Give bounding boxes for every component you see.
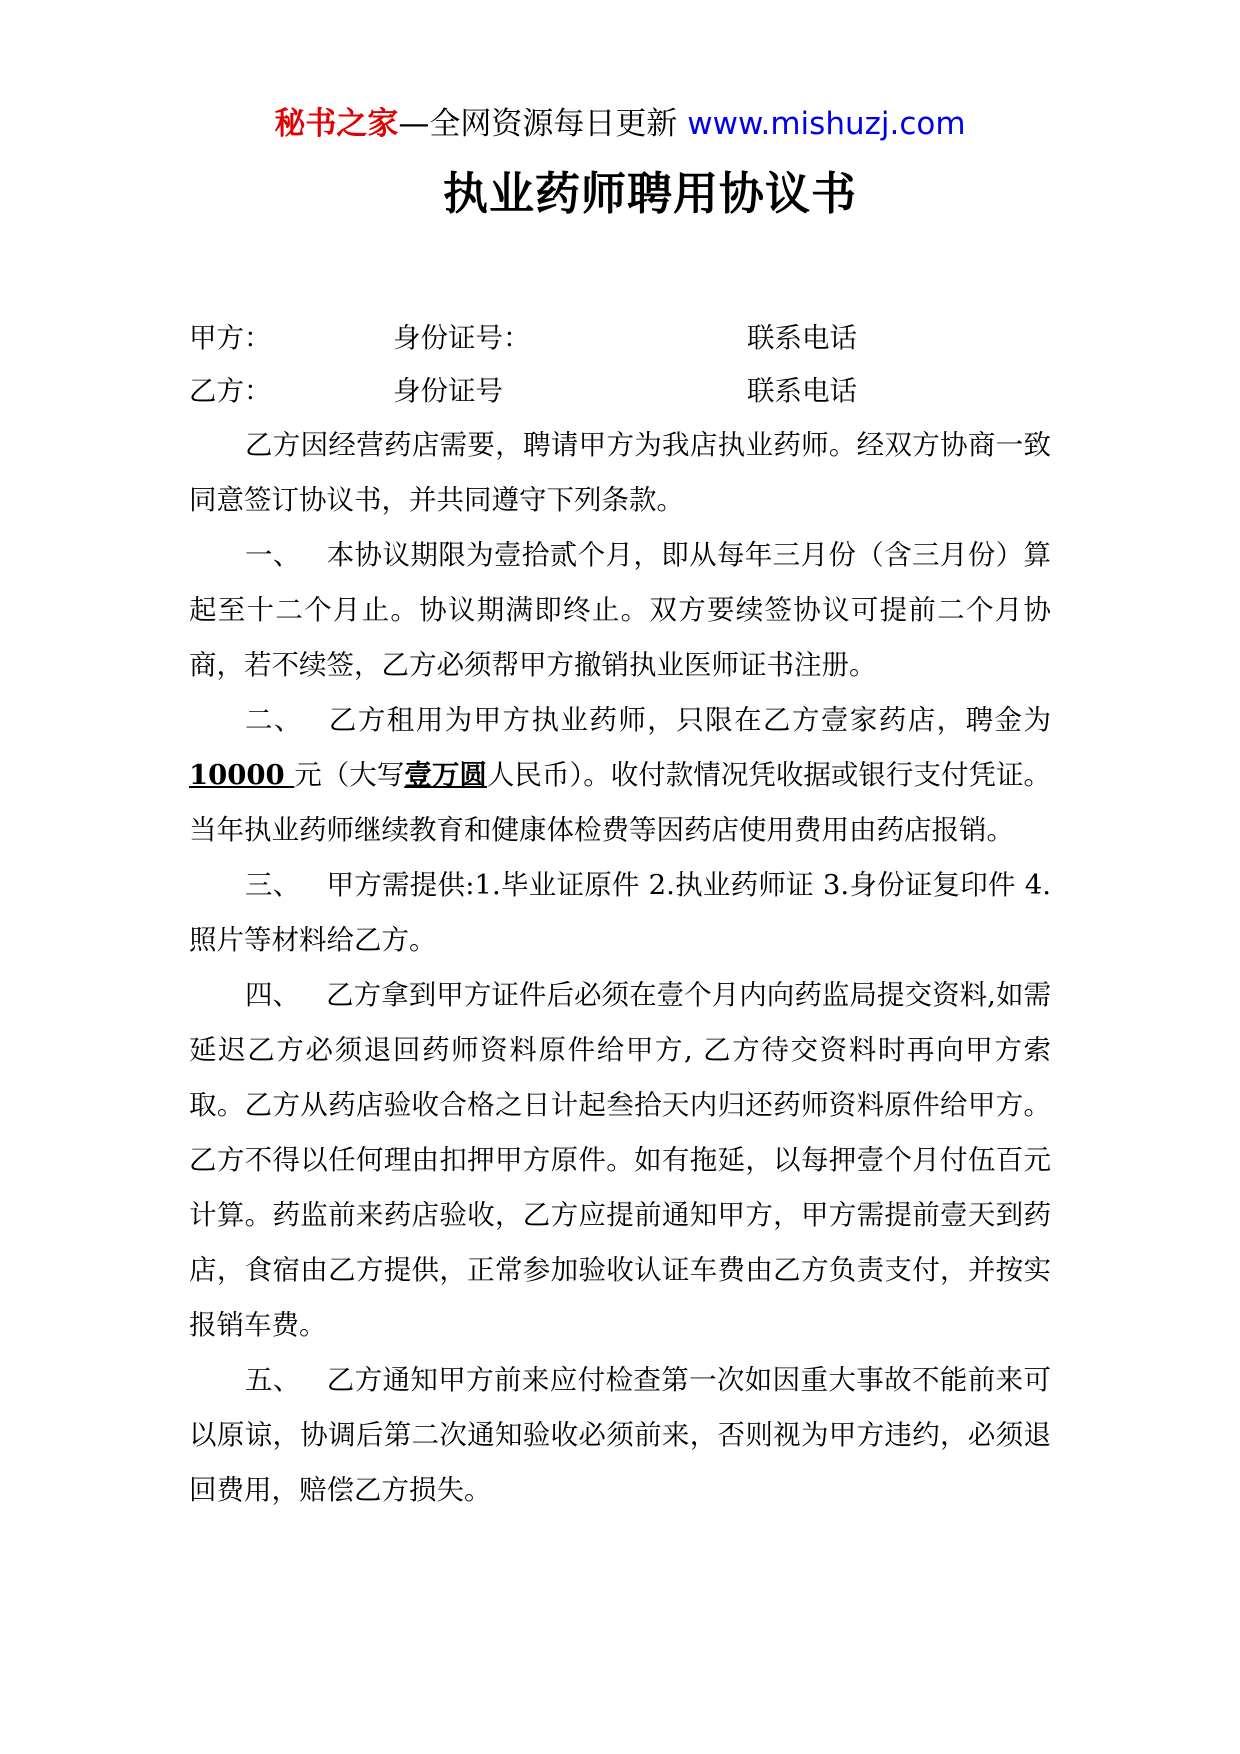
clause-text: 乙方租用为甲方执业药师，只限在乙方壹家药店，聘金为 <box>328 704 1052 736</box>
clause-text: 人民币）。收付款情况凭收据或银行支付凭证。当年执业药师继续教育和健康体检费等因药店使用费用由药店报销。 <box>189 759 1052 846</box>
clause-1 <box>189 528 1051 693</box>
party-row-b <box>189 365 1051 418</box>
clause-number: 五、 <box>245 1364 301 1396</box>
clause-number: 三、 <box>245 869 301 901</box>
party-a-phone-label: 联系电话 <box>747 322 857 354</box>
site-banner <box>0 100 1240 148</box>
document-title: 执业药师聘用协议书 <box>442 167 857 220</box>
party-a-label: 甲方： <box>189 322 272 354</box>
clause-text: 本协议期限为壹拾贰个月，即从每年三月份（含三月份）算起至十二个月止。协议期满即终止。双方要续签协议可提前二个月协商，若不续签，乙方必须帮甲方撤销执业医师证书注册。 <box>189 539 1052 681</box>
intro-paragraph: 乙方因经营药店需要，聘请甲方为我店执业药师。经双方协商一致同意签订协议书，并共同遵守下列条款。 <box>189 429 1051 516</box>
clause-number: 二、 <box>245 704 303 736</box>
clause-number: 四、 <box>245 979 301 1011</box>
party-a-id-label: 身份证号： <box>393 322 531 354</box>
document-body <box>189 312 1051 1518</box>
clause-3 <box>189 858 1051 968</box>
clause-text: 甲方需提供:1.毕业证原件 2.执业药师证 3.身份证复印件 4.照片等材料给乙方。 <box>189 869 1051 956</box>
party-b-id-label: 身份证号 <box>393 375 503 407</box>
clause-2 <box>189 693 1051 858</box>
clause-4 <box>189 968 1051 1353</box>
banner-url-link[interactable]: www.mishuzj.com <box>687 106 966 142</box>
clause-5 <box>189 1353 1051 1518</box>
salary-amount: 10000 <box>189 759 295 791</box>
banner-brand: 秘书之家 <box>274 106 399 142</box>
clause-text: 元（大写 <box>294 759 405 791</box>
clause-text: 乙方通知甲方前来应付检查第一次如因重大事故不能前来可以原谅，协调后第二次通知验收必须前来，否则视为甲方违约，必须退回费用，赔偿乙方损失。 <box>189 1364 1052 1506</box>
clause-number: 一、 <box>245 539 301 571</box>
clause-text: 乙方拿到甲方证件后必须在壹个月内向药监局提交资料,如需延迟乙方必须退回药师资料原件给甲方, 乙方待交资料时再向甲方索取。乙方从药店验收合格之日计起叁拾天内归还药师资料原件给甲方。乙方不得以任何理由扣押甲方原件。如有拖延，以每押壹个月付伍百元计算。药监前来药店验收，乙方应提前通知甲方，甲方需提前壹天到药店，食宿由乙方提供，正常参加验收认证车费由乙方负责支付，并按实报销车费。 <box>189 979 1051 1341</box>
banner-tagline: —全网资源每日更新 <box>398 106 688 142</box>
party-b-label: 乙方： <box>189 375 272 407</box>
party-b-phone-label: 联系电话 <box>747 375 857 407</box>
salary-amount-words: 壹万圆 <box>404 759 487 791</box>
party-row-a <box>189 312 1051 365</box>
